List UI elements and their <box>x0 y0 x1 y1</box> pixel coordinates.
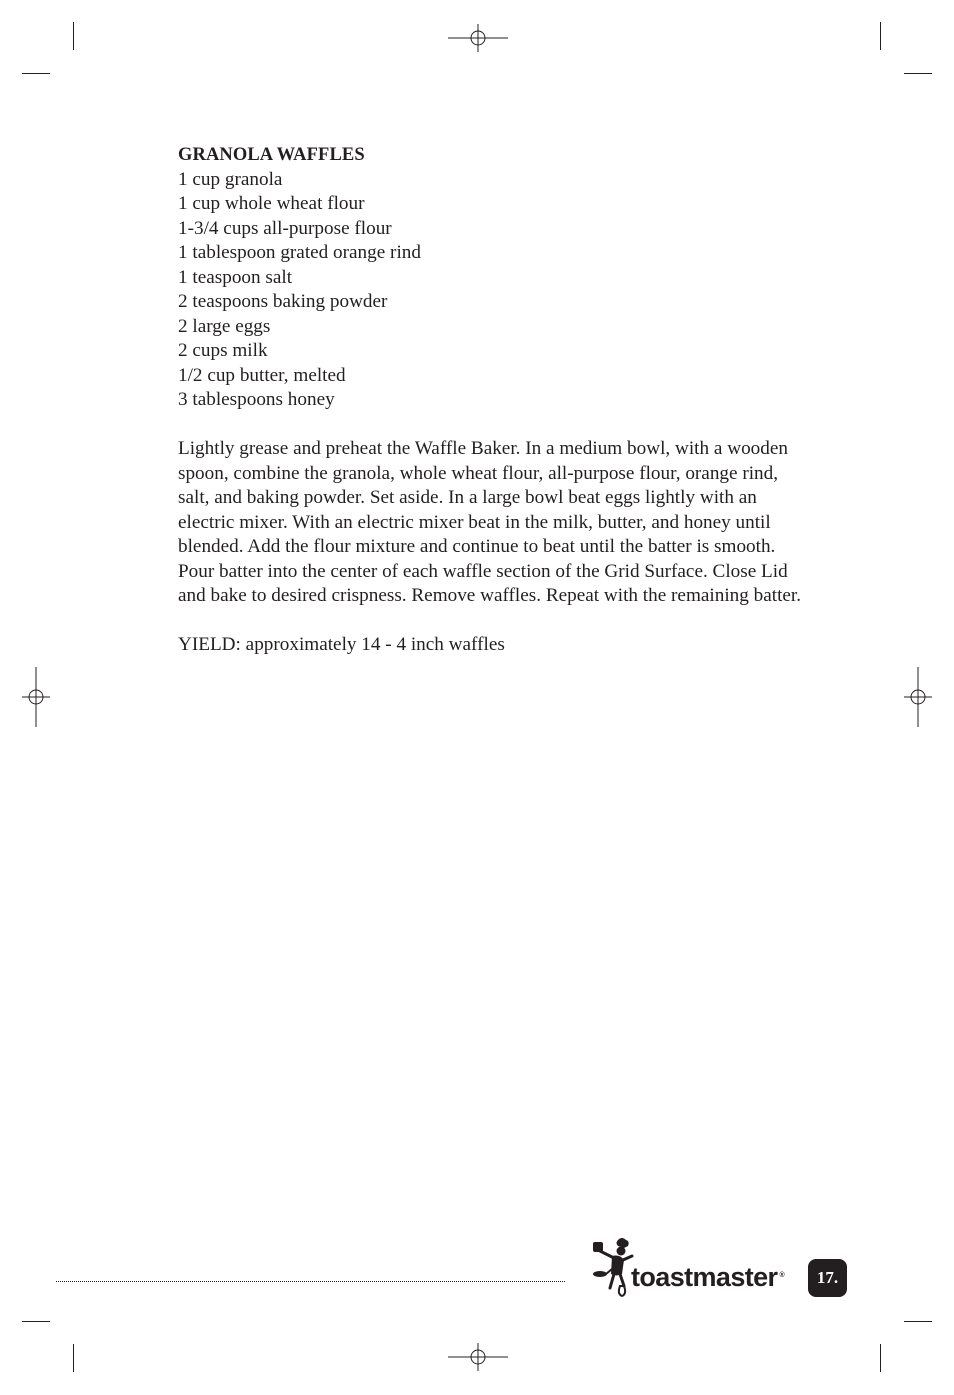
registration-mark-icon <box>448 8 508 68</box>
ingredient: 3 tablespoons honey <box>178 389 335 410</box>
page-number-badge <box>808 1259 847 1297</box>
ingredient: 1/2 cup butter, melted <box>178 364 346 386</box>
ingredient: 2 cups milk <box>178 340 268 361</box>
ingredient: 1 cup granola <box>178 168 283 190</box>
ingredient: 1 tablespoon grated orange rind <box>178 242 421 263</box>
brand-logo <box>631 1260 784 1293</box>
ingredient: 2 teaspoons baking powder <box>178 291 388 312</box>
ingredient: 1 cup whole wheat flour <box>178 193 365 214</box>
registration-mark-icon <box>448 1327 508 1387</box>
ingredient: 1 teaspoon salt <box>178 266 293 288</box>
crop-mark <box>904 1321 932 1322</box>
ingredient: 2 large eggs <box>178 315 271 337</box>
crop-mark <box>880 22 881 50</box>
crop-mark <box>880 1344 881 1372</box>
footer-dotted-rule <box>56 1281 565 1282</box>
crop-mark <box>22 73 50 74</box>
brand-name: toastmaster <box>631 1262 778 1292</box>
crop-mark <box>73 1344 74 1372</box>
page-number: 17. <box>816 1268 839 1287</box>
toastmaster-chef-icon <box>590 1236 634 1300</box>
registered-mark: ® <box>779 1272 785 1279</box>
crop-mark <box>22 1321 50 1322</box>
recipe-yield: YIELD: approximately 14 - 4 inch waffles <box>178 634 505 655</box>
crop-mark <box>904 73 932 74</box>
registration-mark-icon <box>888 667 948 727</box>
ingredient-list <box>178 168 808 413</box>
recipe-directions: Lightly grease and preheat the Waffle Baker. In a medium bowl, with a wooden spoon, combine the granola, whole wheat flour, all-purpose flour, orange rind, salt, and baking powder. Set aside. In a large bowl beat eggs lightly with an electric mixer. With an electric mixer beat in the milk, butter, and honey until blended. Add the flour mixture and continue to beat until the batter is smooth. Pour batter into the center of each waffle section of the Grid Surface. Close Lid and bake to desired crispness. Remove waffles. Repeat with the remaining batter. <box>178 438 802 606</box>
ingredient: 1-3/4 cups all-purpose flour <box>178 217 392 239</box>
recipe <box>178 143 808 658</box>
crop-mark <box>73 22 74 50</box>
recipe-title: GRANOLA WAFFLES <box>178 145 365 165</box>
registration-mark-icon <box>6 667 66 727</box>
